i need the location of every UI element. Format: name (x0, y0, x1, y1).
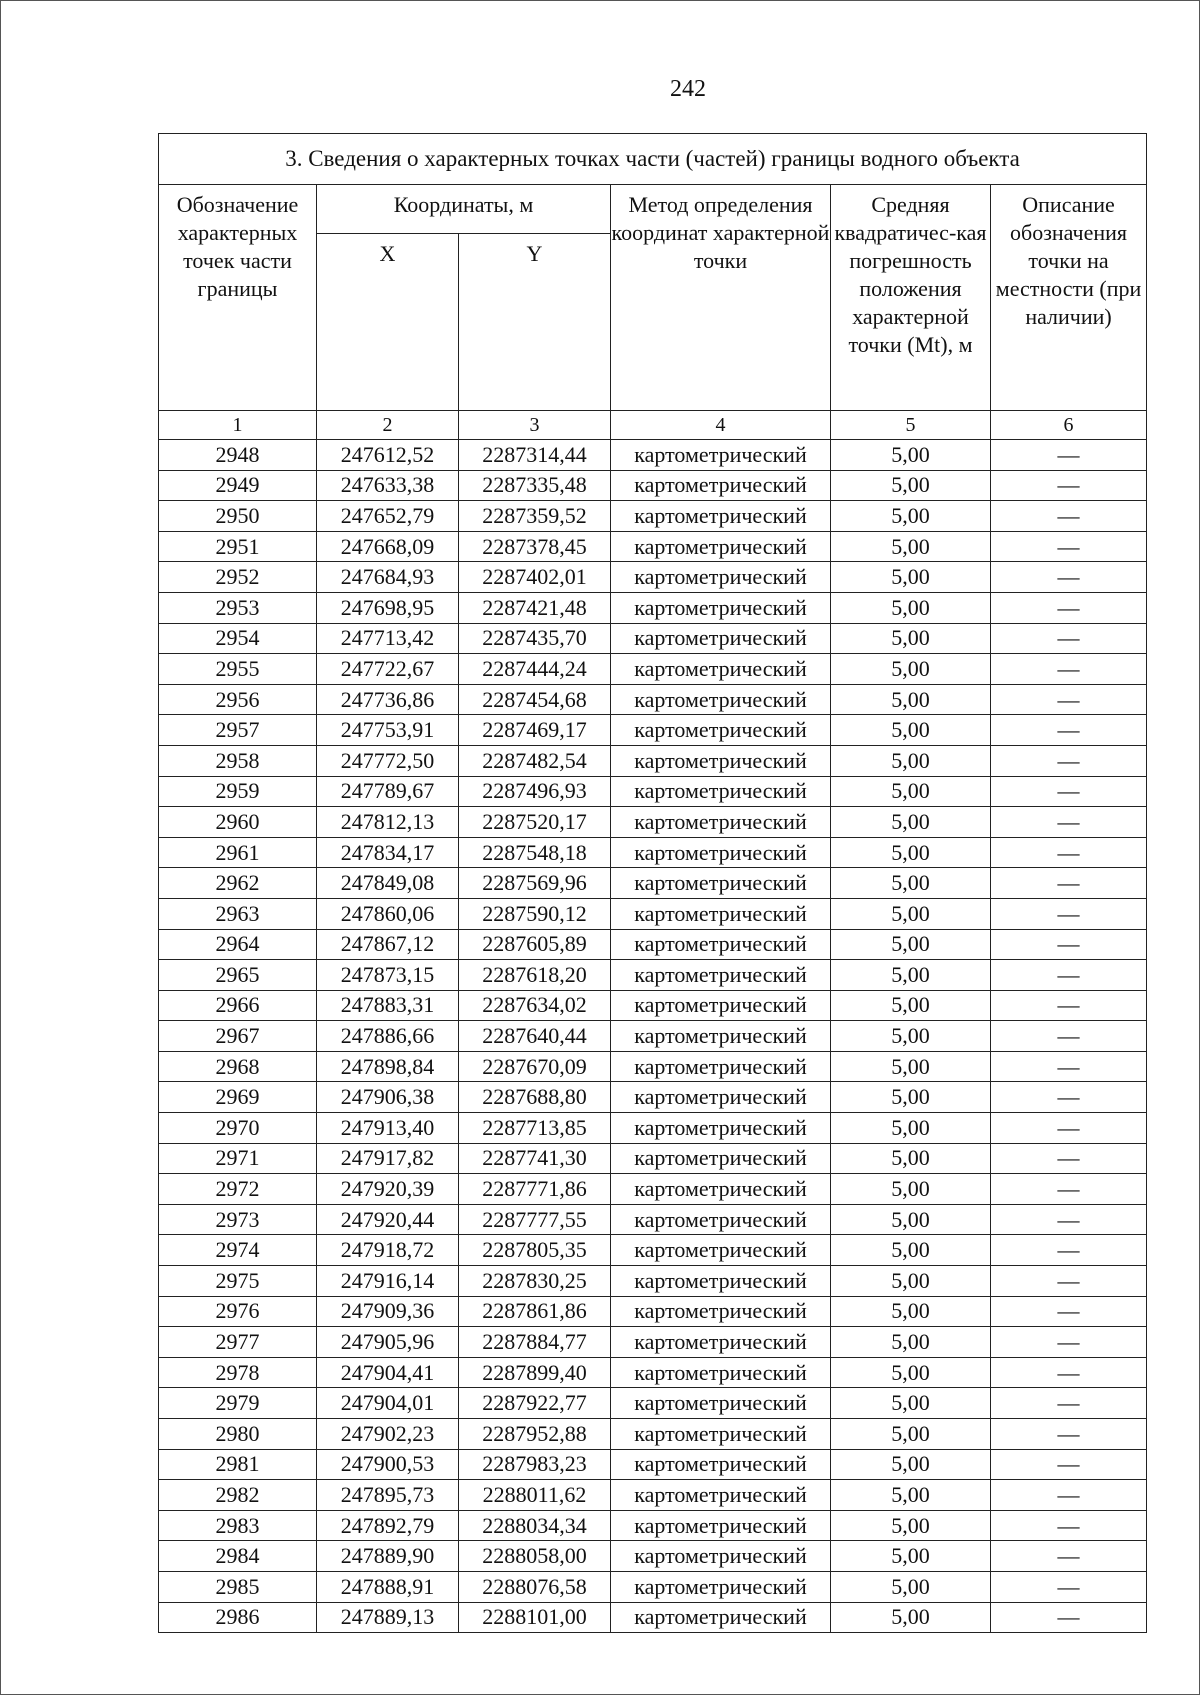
point-id-cell: 2957 (159, 715, 317, 746)
y-coordinate-cell: 2287884,77 (459, 1327, 611, 1358)
method-cell: картометрический (611, 1327, 831, 1358)
y-coordinate-cell: 2287713,85 (459, 1113, 611, 1144)
point-id-cell: 2970 (159, 1113, 317, 1144)
column-number: 4 (611, 411, 831, 440)
table-row (159, 684, 1147, 715)
table-body (159, 440, 1147, 1633)
x-coordinate-cell: 247668,09 (317, 531, 459, 562)
point-id-cell: 2949 (159, 470, 317, 501)
point-id-cell: 2962 (159, 868, 317, 899)
point-id-cell: 2948 (159, 440, 317, 471)
x-coordinate-cell: 247889,90 (317, 1541, 459, 1572)
table-row (159, 1510, 1147, 1541)
description-cell: — (991, 1541, 1147, 1572)
table-row (159, 1388, 1147, 1419)
table-row (159, 929, 1147, 960)
x-coordinate-cell: 247834,17 (317, 837, 459, 868)
table-row (159, 1419, 1147, 1450)
y-coordinate-cell: 2288058,00 (459, 1541, 611, 1572)
x-coordinate-cell: 247916,14 (317, 1266, 459, 1297)
table-row (159, 1541, 1147, 1572)
mean-error-cell: 5,00 (831, 1327, 991, 1358)
y-coordinate-cell: 2287640,44 (459, 1021, 611, 1052)
description-cell: — (991, 684, 1147, 715)
point-id-cell: 2978 (159, 1357, 317, 1388)
y-coordinate-cell: 2287983,23 (459, 1449, 611, 1480)
mean-error-cell: 5,00 (831, 654, 991, 685)
mean-error-cell: 5,00 (831, 1571, 991, 1602)
method-cell: картометрический (611, 1113, 831, 1144)
method-cell: картометрический (611, 1571, 831, 1602)
table-row (159, 1235, 1147, 1266)
table-row (159, 1449, 1147, 1480)
y-coordinate-cell: 2288101,00 (459, 1602, 611, 1633)
point-id-cell: 2961 (159, 837, 317, 868)
method-cell: картометрический (611, 1021, 831, 1052)
method-cell: картометрический (611, 501, 831, 532)
y-coordinate-cell: 2287777,55 (459, 1204, 611, 1235)
y-coordinate-cell: 2287569,96 (459, 868, 611, 899)
mean-error-cell: 5,00 (831, 470, 991, 501)
method-cell: картометрический (611, 1235, 831, 1266)
point-id-cell: 2976 (159, 1296, 317, 1327)
y-coordinate-cell: 2287314,44 (459, 440, 611, 471)
description-cell: — (991, 654, 1147, 685)
y-coordinate-cell: 2287618,20 (459, 960, 611, 991)
x-coordinate-cell: 247920,44 (317, 1204, 459, 1235)
description-cell: — (991, 531, 1147, 562)
mean-error-cell: 5,00 (831, 837, 991, 868)
mean-error-cell: 5,00 (831, 1419, 991, 1450)
point-id-cell: 2958 (159, 745, 317, 776)
column-number: 2 (317, 411, 459, 440)
method-cell: картометрический (611, 1082, 831, 1113)
method-cell: картометрический (611, 562, 831, 593)
y-coordinate-cell: 2287359,52 (459, 501, 611, 532)
method-cell: картометрический (611, 1266, 831, 1297)
x-coordinate-cell: 247900,53 (317, 1449, 459, 1480)
table-row (159, 1480, 1147, 1511)
y-coordinate-cell: 2287899,40 (459, 1357, 611, 1388)
description-cell: — (991, 1266, 1147, 1297)
description-cell: — (991, 898, 1147, 929)
x-coordinate-cell: 247904,01 (317, 1388, 459, 1419)
y-coordinate-cell: 2287688,80 (459, 1082, 611, 1113)
y-coordinate-cell: 2287435,70 (459, 623, 611, 654)
x-coordinate-cell: 247789,67 (317, 776, 459, 807)
point-id-cell: 2966 (159, 990, 317, 1021)
table-row (159, 960, 1147, 991)
method-cell: картометрический (611, 531, 831, 562)
mean-error-cell: 5,00 (831, 1143, 991, 1174)
point-id-cell: 2952 (159, 562, 317, 593)
description-cell: — (991, 715, 1147, 746)
method-cell: картометрический (611, 1419, 831, 1450)
method-cell: картометрический (611, 440, 831, 471)
description-cell: — (991, 562, 1147, 593)
description-cell: — (991, 1480, 1147, 1511)
x-coordinate-cell: 247909,36 (317, 1296, 459, 1327)
mean-error-cell: 5,00 (831, 623, 991, 654)
table-row (159, 1204, 1147, 1235)
mean-error-cell: 5,00 (831, 1051, 991, 1082)
point-id-cell: 2985 (159, 1571, 317, 1602)
table-row (159, 592, 1147, 623)
method-cell: картометрический (611, 1541, 831, 1572)
description-cell: — (991, 1174, 1147, 1205)
y-coordinate-cell: 2287496,93 (459, 776, 611, 807)
mean-error-cell: 5,00 (831, 1480, 991, 1511)
table-row (159, 1021, 1147, 1052)
description-cell: — (991, 1235, 1147, 1266)
table-row (159, 1571, 1147, 1602)
description-cell: — (991, 440, 1147, 471)
method-cell: картометрический (611, 807, 831, 838)
point-id-cell: 2967 (159, 1021, 317, 1052)
table-row (159, 440, 1147, 471)
table-row (159, 501, 1147, 532)
x-coordinate-cell: 247612,52 (317, 440, 459, 471)
description-cell: — (991, 1602, 1147, 1633)
method-cell: картометрический (611, 1388, 831, 1419)
point-id-cell: 2982 (159, 1480, 317, 1511)
table-row (159, 531, 1147, 562)
point-id-cell: 2963 (159, 898, 317, 929)
mean-error-cell: 5,00 (831, 807, 991, 838)
mean-error-cell: 5,00 (831, 1510, 991, 1541)
mean-error-cell: 5,00 (831, 562, 991, 593)
x-coordinate-cell: 247918,72 (317, 1235, 459, 1266)
y-coordinate-cell: 2288076,58 (459, 1571, 611, 1602)
y-coordinate-cell: 2287378,45 (459, 531, 611, 562)
x-coordinate-cell: 247722,67 (317, 654, 459, 685)
y-coordinate-cell: 2287421,48 (459, 592, 611, 623)
mean-error-cell: 5,00 (831, 990, 991, 1021)
boundary-points-table (158, 133, 1147, 1633)
table-row (159, 1174, 1147, 1205)
x-coordinate-cell: 247883,31 (317, 990, 459, 1021)
point-id-cell: 2950 (159, 501, 317, 532)
x-coordinate-cell: 247713,42 (317, 623, 459, 654)
header-description: Описание обозначения точки на местности (при наличии) (991, 185, 1147, 411)
description-cell: — (991, 868, 1147, 899)
table-row (159, 837, 1147, 868)
mean-error-cell: 5,00 (831, 1296, 991, 1327)
table-row (159, 1266, 1147, 1297)
mean-error-cell: 5,00 (831, 1388, 991, 1419)
method-cell: картометрический (611, 1602, 831, 1633)
x-coordinate-cell: 247906,38 (317, 1082, 459, 1113)
mean-error-cell: 5,00 (831, 1357, 991, 1388)
y-coordinate-cell: 2287805,35 (459, 1235, 611, 1266)
description-cell: — (991, 1449, 1147, 1480)
mean-error-cell: 5,00 (831, 592, 991, 623)
mean-error-cell: 5,00 (831, 1541, 991, 1572)
description-cell: — (991, 776, 1147, 807)
mean-error-cell: 5,00 (831, 684, 991, 715)
header-y: Y (459, 234, 611, 411)
table-row (159, 470, 1147, 501)
y-coordinate-cell: 2287444,24 (459, 654, 611, 685)
header-point-designation: Обозначение характерных точек части границы (159, 185, 317, 411)
description-cell: — (991, 745, 1147, 776)
x-coordinate-cell: 247772,50 (317, 745, 459, 776)
description-cell: — (991, 960, 1147, 991)
mean-error-cell: 5,00 (831, 1113, 991, 1144)
point-id-cell: 2979 (159, 1388, 317, 1419)
x-coordinate-cell: 247849,08 (317, 868, 459, 899)
table-row (159, 1327, 1147, 1358)
description-cell: — (991, 1327, 1147, 1358)
x-coordinate-cell: 247633,38 (317, 470, 459, 501)
x-coordinate-cell: 247902,23 (317, 1419, 459, 1450)
method-cell: картометрический (611, 1204, 831, 1235)
y-coordinate-cell: 2287548,18 (459, 837, 611, 868)
mean-error-cell: 5,00 (831, 960, 991, 991)
mean-error-cell: 5,00 (831, 776, 991, 807)
column-number: 6 (991, 411, 1147, 440)
method-cell: картометрический (611, 1357, 831, 1388)
x-coordinate-cell: 247905,96 (317, 1327, 459, 1358)
y-coordinate-cell: 2287830,25 (459, 1266, 611, 1297)
method-cell: картометрический (611, 470, 831, 501)
x-coordinate-cell: 247867,12 (317, 929, 459, 960)
point-id-cell: 2977 (159, 1327, 317, 1358)
table-row (159, 1051, 1147, 1082)
description-cell: — (991, 1296, 1147, 1327)
x-coordinate-cell: 247886,66 (317, 1021, 459, 1052)
mean-error-cell: 5,00 (831, 1204, 991, 1235)
mean-error-cell: 5,00 (831, 501, 991, 532)
mean-error-cell: 5,00 (831, 531, 991, 562)
point-id-cell: 2972 (159, 1174, 317, 1205)
method-cell: картометрический (611, 1510, 831, 1541)
description-cell: — (991, 1419, 1147, 1450)
table-row (159, 990, 1147, 1021)
point-id-cell: 2968 (159, 1051, 317, 1082)
method-cell: картометрический (611, 1296, 831, 1327)
x-coordinate-cell: 247895,73 (317, 1480, 459, 1511)
y-coordinate-cell: 2288011,62 (459, 1480, 611, 1511)
point-id-cell: 2955 (159, 654, 317, 685)
mean-error-cell: 5,00 (831, 1174, 991, 1205)
method-cell: картометрический (611, 715, 831, 746)
mean-error-cell: 5,00 (831, 715, 991, 746)
page-number: 242 (670, 76, 706, 102)
description-cell: — (991, 623, 1147, 654)
table-row (159, 1143, 1147, 1174)
mean-error-cell: 5,00 (831, 1235, 991, 1266)
column-number: 3 (459, 411, 611, 440)
point-id-cell: 2954 (159, 623, 317, 654)
column-number: 5 (831, 411, 991, 440)
table-row (159, 562, 1147, 593)
method-cell: картометрический (611, 990, 831, 1021)
x-coordinate-cell: 247913,40 (317, 1113, 459, 1144)
mean-error-cell: 5,00 (831, 868, 991, 899)
table-row (159, 715, 1147, 746)
mean-error-cell: 5,00 (831, 1602, 991, 1633)
table-row (159, 1602, 1147, 1633)
y-coordinate-cell: 2287861,86 (459, 1296, 611, 1327)
method-cell: картометрический (611, 654, 831, 685)
table-row (159, 1357, 1147, 1388)
method-cell: картометрический (611, 1480, 831, 1511)
table-row (159, 898, 1147, 929)
method-cell: картометрический (611, 1449, 831, 1480)
method-cell: картометрический (611, 1143, 831, 1174)
mean-error-cell: 5,00 (831, 1449, 991, 1480)
table-row (159, 654, 1147, 685)
table-title: 3. Сведения о характерных точках части (частей) границы водного объекта (159, 134, 1147, 185)
point-id-cell: 2959 (159, 776, 317, 807)
x-coordinate-cell: 247904,41 (317, 1357, 459, 1388)
point-id-cell: 2973 (159, 1204, 317, 1235)
x-coordinate-cell: 247898,84 (317, 1051, 459, 1082)
description-cell: — (991, 1113, 1147, 1144)
header-method: Метод определения координат характерной точки (611, 185, 831, 411)
y-coordinate-cell: 2287605,89 (459, 929, 611, 960)
description-cell: — (991, 837, 1147, 868)
x-coordinate-cell: 247917,82 (317, 1143, 459, 1174)
description-cell: — (991, 470, 1147, 501)
point-id-cell: 2953 (159, 592, 317, 623)
mean-error-cell: 5,00 (831, 440, 991, 471)
method-cell: картометрический (611, 929, 831, 960)
point-id-cell: 2986 (159, 1602, 317, 1633)
point-id-cell: 2965 (159, 960, 317, 991)
header-coordinates: Координаты, м (317, 185, 611, 234)
y-coordinate-cell: 2287482,54 (459, 745, 611, 776)
y-coordinate-cell: 2288034,34 (459, 1510, 611, 1541)
description-cell: — (991, 1021, 1147, 1052)
mean-error-cell: 5,00 (831, 929, 991, 960)
y-coordinate-cell: 2287469,17 (459, 715, 611, 746)
y-coordinate-cell: 2287741,30 (459, 1143, 611, 1174)
point-id-cell: 2980 (159, 1419, 317, 1450)
x-coordinate-cell: 247873,15 (317, 960, 459, 991)
table-row (159, 1296, 1147, 1327)
header-mean-error: Средняя квадратичес-кая погрешность положения характерной точки (Mt), м (831, 185, 991, 411)
y-coordinate-cell: 2287520,17 (459, 807, 611, 838)
method-cell: картометрический (611, 684, 831, 715)
description-cell: — (991, 1143, 1147, 1174)
description-cell: — (991, 1388, 1147, 1419)
table-row (159, 745, 1147, 776)
point-id-cell: 2983 (159, 1510, 317, 1541)
y-coordinate-cell: 2287590,12 (459, 898, 611, 929)
method-cell: картометрический (611, 960, 831, 991)
point-id-cell: 2975 (159, 1266, 317, 1297)
x-coordinate-cell: 247652,79 (317, 501, 459, 532)
point-id-cell: 2960 (159, 807, 317, 838)
method-cell: картометрический (611, 592, 831, 623)
y-coordinate-cell: 2287402,01 (459, 562, 611, 593)
x-coordinate-cell: 247888,91 (317, 1571, 459, 1602)
description-cell: — (991, 1571, 1147, 1602)
table-row (159, 776, 1147, 807)
method-cell: картометрический (611, 745, 831, 776)
method-cell: картометрический (611, 868, 831, 899)
x-coordinate-cell: 247684,93 (317, 562, 459, 593)
table-row (159, 868, 1147, 899)
table-row (159, 807, 1147, 838)
description-cell: — (991, 1082, 1147, 1113)
y-coordinate-cell: 2287952,88 (459, 1419, 611, 1450)
y-coordinate-cell: 2287670,09 (459, 1051, 611, 1082)
description-cell: — (991, 990, 1147, 1021)
mean-error-cell: 5,00 (831, 1082, 991, 1113)
y-coordinate-cell: 2287335,48 (459, 470, 611, 501)
point-id-cell: 2971 (159, 1143, 317, 1174)
description-cell: — (991, 807, 1147, 838)
column-number: 1 (159, 411, 317, 440)
point-id-cell: 2984 (159, 1541, 317, 1572)
y-coordinate-cell: 2287771,86 (459, 1174, 611, 1205)
point-id-cell: 2981 (159, 1449, 317, 1480)
method-cell: картометрический (611, 898, 831, 929)
method-cell: картометрический (611, 1174, 831, 1205)
x-coordinate-cell: 247753,91 (317, 715, 459, 746)
point-id-cell: 2969 (159, 1082, 317, 1113)
header-x: X (317, 234, 459, 411)
description-cell: — (991, 1051, 1147, 1082)
x-coordinate-cell: 247698,95 (317, 592, 459, 623)
method-cell: картометрический (611, 837, 831, 868)
table-row (159, 623, 1147, 654)
table-row (159, 1082, 1147, 1113)
y-coordinate-cell: 2287454,68 (459, 684, 611, 715)
y-coordinate-cell: 2287634,02 (459, 990, 611, 1021)
description-cell: — (991, 929, 1147, 960)
description-cell: — (991, 501, 1147, 532)
method-cell: картометрический (611, 623, 831, 654)
description-cell: — (991, 592, 1147, 623)
method-cell: картометрический (611, 776, 831, 807)
x-coordinate-cell: 247736,86 (317, 684, 459, 715)
x-coordinate-cell: 247860,06 (317, 898, 459, 929)
description-cell: — (991, 1204, 1147, 1235)
x-coordinate-cell: 247892,79 (317, 1510, 459, 1541)
point-id-cell: 2974 (159, 1235, 317, 1266)
table-row (159, 1113, 1147, 1144)
mean-error-cell: 5,00 (831, 745, 991, 776)
mean-error-cell: 5,00 (831, 1266, 991, 1297)
x-coordinate-cell: 247920,39 (317, 1174, 459, 1205)
point-id-cell: 2956 (159, 684, 317, 715)
x-coordinate-cell: 247812,13 (317, 807, 459, 838)
x-coordinate-cell: 247889,13 (317, 1602, 459, 1633)
y-coordinate-cell: 2287922,77 (459, 1388, 611, 1419)
description-cell: — (991, 1357, 1147, 1388)
mean-error-cell: 5,00 (831, 898, 991, 929)
point-id-cell: 2951 (159, 531, 317, 562)
point-id-cell: 2964 (159, 929, 317, 960)
description-cell: — (991, 1510, 1147, 1541)
mean-error-cell: 5,00 (831, 1021, 991, 1052)
method-cell: картометрический (611, 1051, 831, 1082)
